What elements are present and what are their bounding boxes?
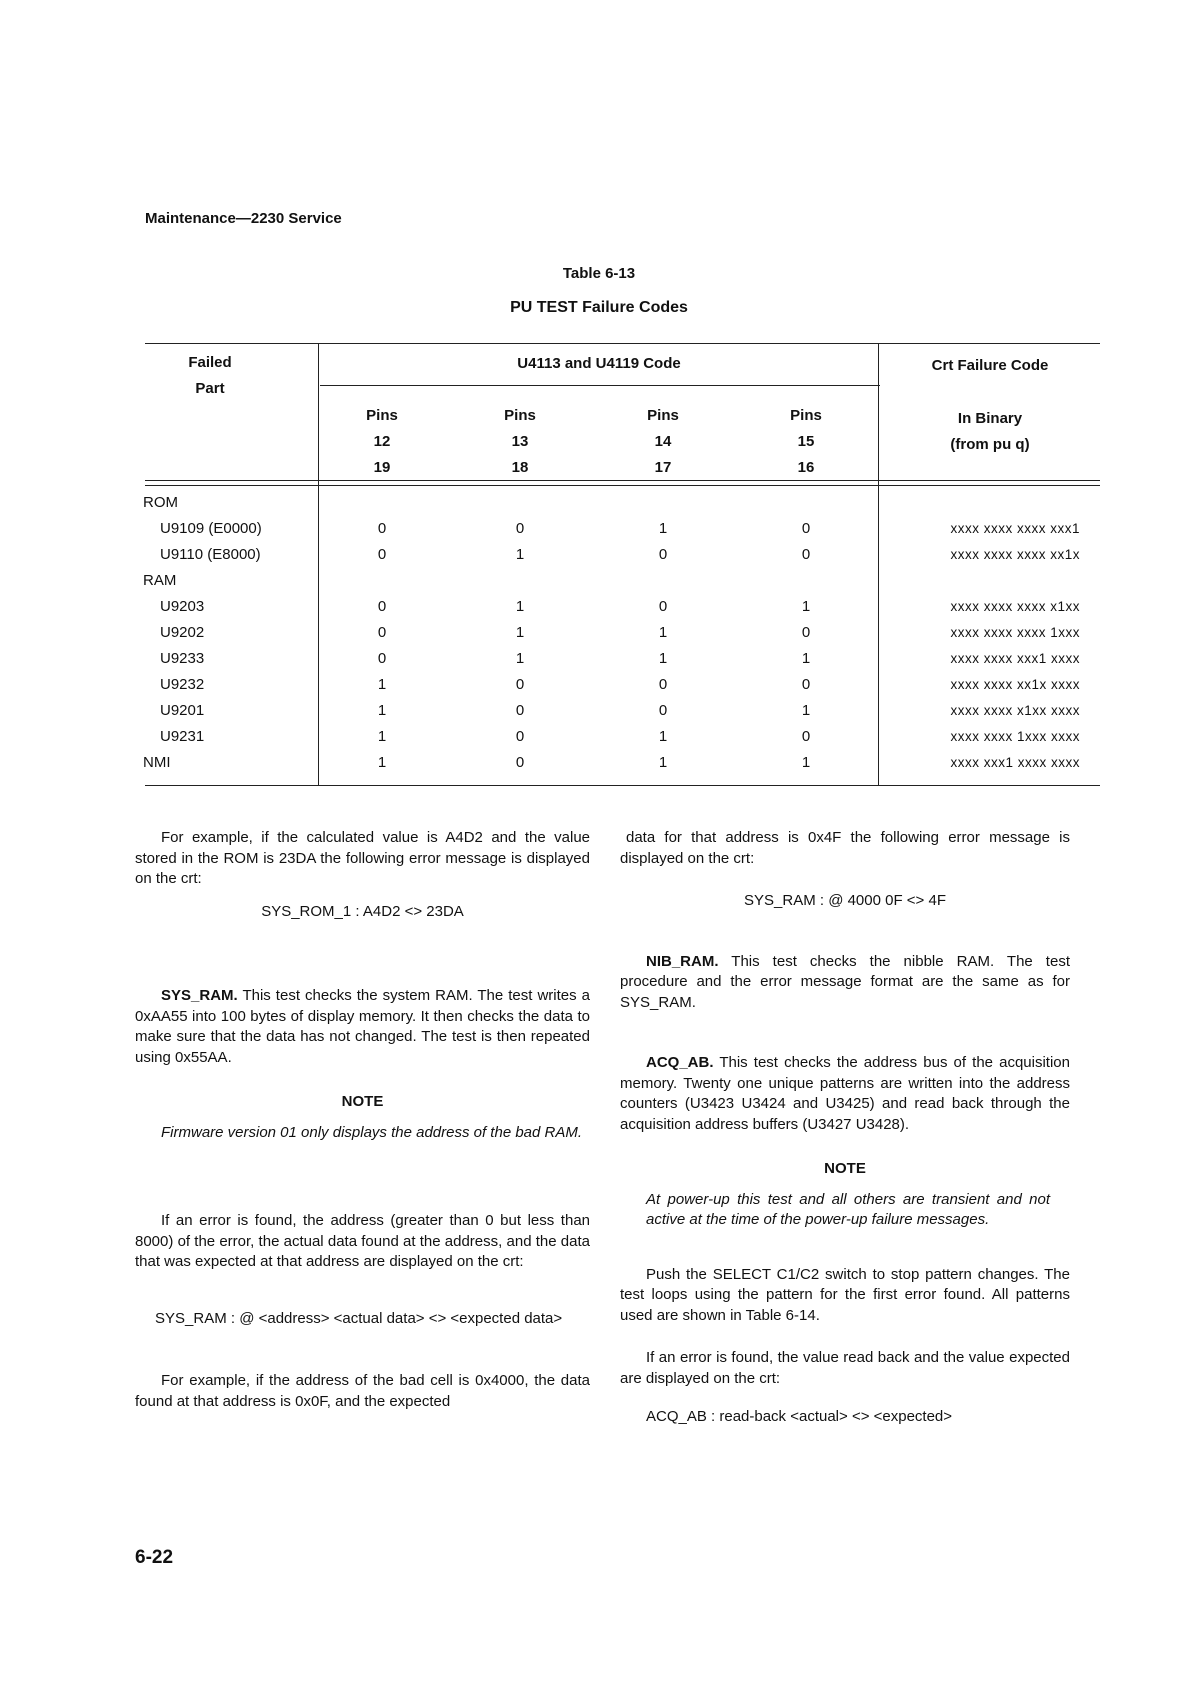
row-pin-value: 1 [658, 728, 668, 745]
table-title: PU TEST Failure Codes [510, 299, 688, 316]
right-note-heading: NOTE [824, 1160, 866, 1177]
acq-ab-text: This test checks the address bus of the acquisition memory. Twenty one unique patterns are written into the address counters (U3423 U3424 and U3425) and read back through the acquisition address buffers (U3427 U3428). [620, 1054, 1070, 1133]
table-top-rule [145, 343, 1100, 344]
row-crt-code: xxxx xxxx xxx1 xxxx [950, 651, 1080, 666]
page-number: 6-22 [135, 1547, 174, 1568]
table-code-rule [320, 385, 880, 386]
left-para-sys-ram [135, 986, 590, 1068]
row-pin-value: 0 [515, 754, 525, 771]
row-pin-value: 1 [377, 676, 387, 693]
pins-3-a: 14 [654, 433, 672, 450]
col-part-label: Part [195, 380, 225, 397]
row-part: ROM [143, 494, 178, 511]
row-crt-code: xxxx xxxx xx1x xxxx [950, 677, 1080, 692]
right-para-select: Push the SELECT C1/C2 switch to stop pattern changes. The test loops using the pattern for the first error found. All patterns used are shown in Table 6-14. [620, 1265, 1070, 1324]
nib-ram-heading: NIB_RAM. [646, 952, 719, 970]
table-header-rule-1 [145, 480, 1100, 481]
row-pin-value: 0 [658, 546, 668, 563]
row-pin-value: 1 [515, 624, 525, 641]
row-pin-value: 1 [658, 624, 668, 641]
row-crt-code: xxxx xxxx x1xx xxxx [950, 703, 1080, 718]
crt-sub-binary: In Binary [957, 410, 1023, 427]
row-pin-value: 1 [377, 702, 387, 719]
pins-1-label: Pins [366, 407, 398, 424]
left-note-heading: NOTE [341, 1093, 384, 1110]
row-pin-value: 1 [515, 598, 525, 615]
row-pin-value: 1 [801, 702, 811, 719]
row-pin-value: 0 [658, 702, 668, 719]
pins-2-a: 13 [511, 433, 529, 450]
pins-4-a: 15 [797, 433, 815, 450]
row-pin-value: 0 [515, 520, 525, 537]
row-pin-value: 1 [658, 520, 668, 537]
row-pin-value: 1 [801, 650, 811, 667]
page-header: Maintenance—2230 Service [145, 210, 342, 227]
row-part: U9231 [160, 728, 205, 745]
right-column [620, 828, 1070, 1428]
col-crt-label: Crt Failure Code [931, 357, 1049, 374]
row-part: U9201 [160, 702, 205, 719]
row-pin-value: 0 [515, 728, 525, 745]
row-pin-value: 0 [801, 520, 811, 537]
left-para-example: For example, if the calculated value is A4D2 and the value stored in the ROM is 23DA the following error message is displayed on the crt: [135, 829, 590, 887]
table-bottom-rule [145, 785, 1100, 786]
row-pin-value: 0 [801, 728, 811, 745]
left-para-error: If an error is found, the address (greater than 0 but less than 8000) of the error, the actual data found at the address, and the data that was expected at that address are displayed on the crt: [135, 1212, 590, 1270]
right-code-sys-ram: SYS_RAM : @ 4000 0F <> 4F [744, 892, 946, 909]
pins-1-b: 19 [373, 459, 391, 476]
right-para-nib-ram [620, 952, 1070, 1014]
right-note-text: At power-up this test and all others are transient and not active at the time of the power-up failure messages. [646, 1190, 1050, 1228]
row-pin-value: 1 [377, 754, 387, 771]
left-column [135, 828, 590, 1412]
left-note-text: Firmware version 01 only displays the address of the bad RAM. [161, 1123, 583, 1141]
row-part: U9203 [160, 598, 205, 615]
row-pin-value: 0 [377, 650, 387, 667]
pins-3-b: 17 [654, 459, 672, 476]
right-para-acq-ab [620, 1053, 1070, 1135]
col-failed-label: Failed [188, 354, 232, 371]
row-part: RAM [143, 572, 177, 589]
row-pin-value: 0 [801, 624, 811, 641]
row-pin-value: 0 [658, 676, 668, 693]
table-number: Table 6-13 [562, 265, 636, 282]
row-crt-code: xxxx xxx1 xxxx xxxx [950, 755, 1080, 770]
row-pin-value: 1 [377, 728, 387, 745]
pins-3-label: Pins [647, 407, 679, 424]
row-part: U9110 (E8000) [160, 546, 261, 563]
row-crt-code: xxxx xxxx 1xxx xxxx [950, 729, 1080, 744]
row-pin-value: 0 [377, 598, 387, 615]
row-pin-value: 1 [801, 754, 811, 771]
nib-ram-text: This test checks the nibble RAM. The test procedure and the error message format are the same as for SYS_RAM. [620, 952, 1070, 1011]
left-para-example-2: For example, if the address of the bad cell is 0x4000, the data found at that address is 0x0F, and the expected [135, 1372, 590, 1410]
row-pin-value: 1 [658, 650, 668, 667]
col-code-label: U4113 and U4119 Code [517, 355, 681, 372]
row-pin-value: 1 [515, 650, 525, 667]
row-pin-value: 0 [377, 520, 387, 537]
sys-ram-text: This test checks the system RAM. The test writes a 0xAA55 into 100 bytes of display memory. It then checks the data to make sure that the data has not changed. The test is then repeated using 0x55AA. [135, 987, 590, 1066]
row-part: U9232 [160, 676, 205, 693]
row-pin-value: 1 [658, 754, 668, 771]
row-pin-value: 0 [658, 598, 668, 615]
row-pin-value: 0 [377, 624, 387, 641]
pins-2-label: Pins [504, 407, 536, 424]
row-part: U9202 [160, 624, 205, 641]
crt-sub-from: (from pu q) [950, 436, 1030, 453]
row-crt-code: xxxx xxxx xxxx 1xxx [950, 625, 1080, 640]
row-pin-value: 0 [801, 676, 811, 693]
left-code-rom: SYS_ROM_1 : A4D2 <> 23DA [261, 902, 464, 920]
pins-1-a: 12 [373, 433, 391, 450]
row-pin-value: 0 [515, 702, 525, 719]
left-code-sys-ram: SYS_RAM : @ <address> <actual data> <> <expected data> [155, 1309, 563, 1327]
row-pin-value: 1 [801, 598, 811, 615]
sys-ram-heading: SYS_RAM. [161, 987, 238, 1004]
row-crt-code: xxxx xxxx xxxx x1xx [950, 599, 1080, 614]
right-para-error: If an error is found, the value read back and the value expected are displayed on the crt: [620, 1349, 1070, 1387]
row-part: U9233 [160, 650, 205, 667]
table-header-rule-2 [145, 485, 1100, 486]
pins-2-b: 18 [511, 459, 529, 476]
row-part: U9109 (E0000) [160, 520, 262, 537]
table-divider-left [318, 343, 319, 785]
row-pin-value: 0 [515, 676, 525, 693]
acq-ab-heading: ACQ_AB. [646, 1054, 714, 1071]
row-pin-value: 0 [801, 546, 811, 563]
pins-4-label: Pins [790, 407, 822, 424]
row-crt-code: xxxx xxxx xxxx xxx1 [950, 521, 1080, 536]
table-divider-right [878, 343, 879, 785]
row-pin-value: 0 [377, 546, 387, 563]
right-para-continue: data for that address is 0x4F the following error message is displayed on the crt: [620, 829, 1070, 867]
row-crt-code: xxxx xxxx xxxx xx1x [950, 547, 1080, 562]
pins-4-b: 16 [797, 459, 815, 476]
row-pin-value: 1 [515, 546, 525, 563]
right-code-acq-ab: ACQ_AB : read-back <actual> <> <expected> [646, 1408, 953, 1425]
row-part: NMI [143, 754, 171, 771]
